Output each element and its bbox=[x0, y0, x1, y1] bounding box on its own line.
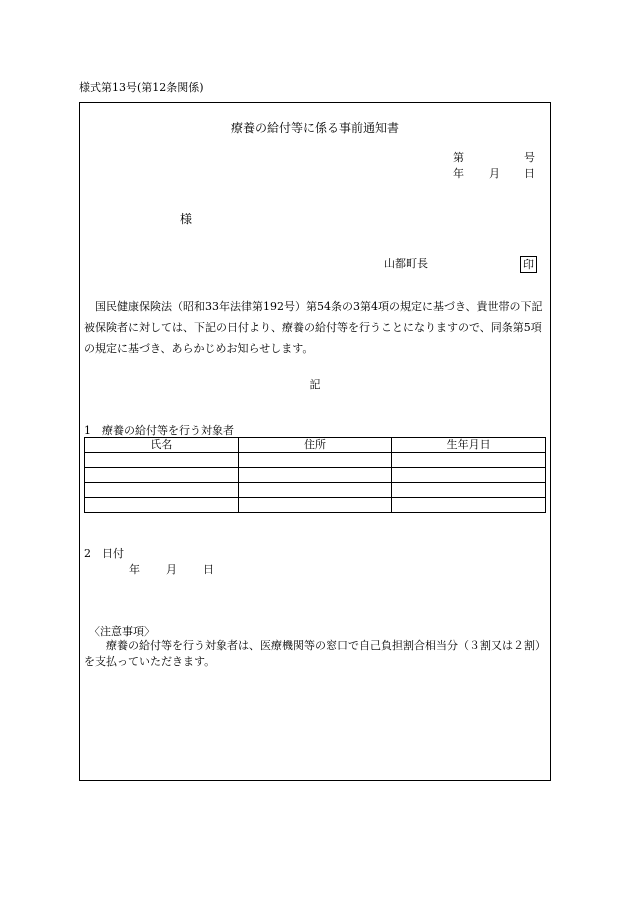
table-cell-name bbox=[85, 483, 239, 498]
issue-date-month: 月 bbox=[489, 167, 500, 180]
table-cell-name bbox=[85, 468, 239, 483]
table-cell-address bbox=[238, 468, 392, 483]
table-cell-address bbox=[238, 483, 392, 498]
table-header-row bbox=[85, 438, 546, 453]
table-row bbox=[85, 483, 546, 498]
start-date-day: 日 bbox=[203, 563, 214, 576]
notice-body-text: 国民健康保険法（昭和33年法律第192号）第54条の3第4項の規定に基づき、貴世帯の下記被保険者に対しては、下記の日付より、療養の給付等を行うことになりますので、同条第5項の規定に基づき、あらかじめお知らせします。 bbox=[84, 300, 543, 355]
table-cell-name bbox=[85, 498, 239, 513]
ki-heading: 記 bbox=[309, 378, 321, 391]
column-header-name: 氏名 bbox=[85, 438, 239, 453]
seal-stamp-box: 印 bbox=[520, 256, 537, 273]
addressee-honorific: 様 bbox=[180, 212, 193, 226]
table-cell-birthdate bbox=[392, 453, 546, 468]
table-cell-birthdate bbox=[392, 468, 546, 483]
column-header-birthdate: 生年月日 bbox=[392, 438, 546, 453]
table-cell-name bbox=[85, 453, 239, 468]
table-cell-birthdate bbox=[392, 498, 546, 513]
section2-heading: 2 日付 bbox=[84, 547, 124, 560]
table-cell-address bbox=[238, 453, 392, 468]
table-row bbox=[85, 498, 546, 513]
number-dai: 第 bbox=[453, 151, 464, 164]
table-row bbox=[85, 453, 546, 468]
form-number-label: 様式第13号(第12条関係) bbox=[79, 81, 204, 94]
start-date-month: 月 bbox=[166, 563, 177, 576]
issue-date-day: 日 bbox=[524, 167, 535, 180]
table-cell-birthdate bbox=[392, 483, 546, 498]
table-cell-address bbox=[238, 498, 392, 513]
target-persons-table bbox=[84, 437, 546, 513]
start-date-year: 年 bbox=[129, 563, 140, 576]
column-header-address: 住所 bbox=[238, 438, 392, 453]
issue-date-year: 年 bbox=[453, 167, 464, 180]
notes-heading: 〈注意事項〉 bbox=[89, 625, 155, 638]
number-go: 号 bbox=[524, 151, 535, 164]
table-row bbox=[85, 468, 546, 483]
issuer-title: 山都町長 bbox=[384, 257, 428, 270]
document-title: 療養の給付等に係る事前通知書 bbox=[230, 121, 399, 135]
section1-heading: 1 療養の給付等を行う対象者 bbox=[84, 424, 234, 437]
notes-body-text: 療養の給付等を行う対象者は、医療機関等の窓口で自己負担割合相当分（３割又は２割）を支払っていただきます。 bbox=[84, 639, 546, 668]
